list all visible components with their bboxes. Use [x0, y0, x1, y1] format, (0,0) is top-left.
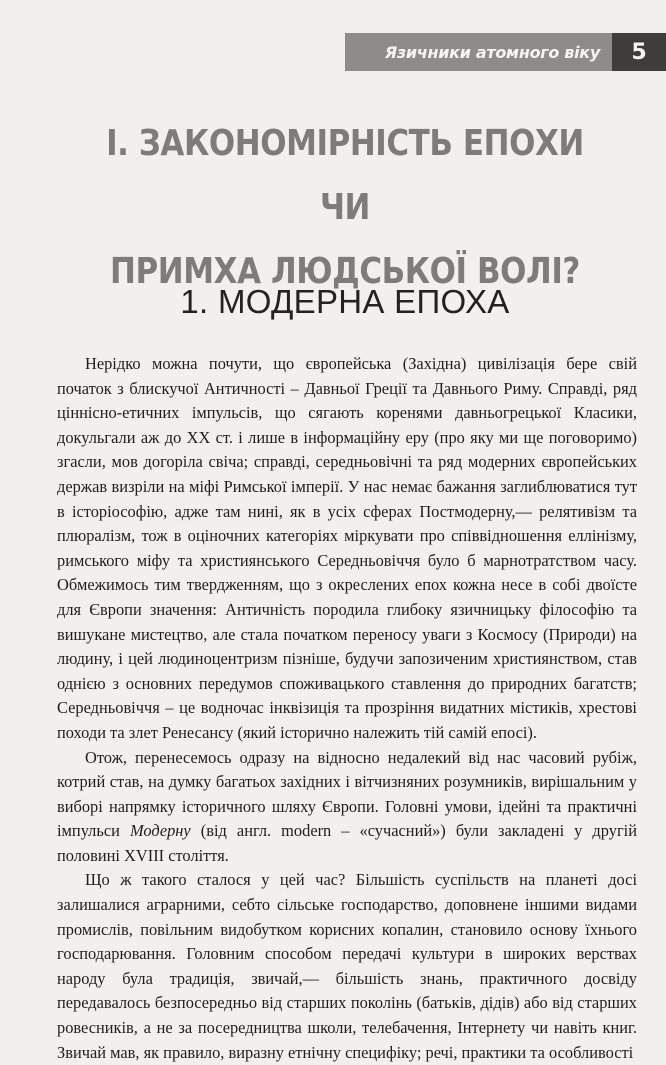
running-header: [345, 33, 666, 71]
paragraph-2: [57, 746, 637, 869]
paragraph-2-emphasis: Модерну: [129, 821, 191, 841]
section-title: 1. МОДЕРНА ЕПОХА: [180, 283, 510, 320]
paragraph-2-text-b: (від англ. modern – «сучасний») були закладені у другій половині XVIII століття.: [57, 821, 637, 865]
body-text: [57, 352, 637, 1065]
page-number: 5: [612, 33, 666, 71]
paragraph-1: Нерідко можна почути, що європейська (Західна) цивілізація бере свій початок з блискучої Античності – Давньої Греції та Давнього Риму. Справді, ряд ціннісно-етичних імпульсів, що сягають коренями давньогрецької Класики, докульгали аж до XX ст. і лише в інформаційну еру (про яку ми ще поговоримо) згасли, мов догоріла свіча; справді, середньовічні та ряд модерних європейських держав визріли на міфі Римської імперії. У нас немає бажання заглиблюватися тут в історіософію, адже там нині, як в усіх сферах Постмодерну,— релятивізм та плюралізм, тож в оціночних категоріях міркувати про співвідношення еллінізму, римського міфу та християнського Середньовіччя було б марнотратством часу. Обмежимось тим твердженням, що з окреслених епох кожна несе в собі двоїсте для Європи значення: Античність породила глибоку язичницьку філософію та вишукане мистецтво, але стала початком переносу уваги з Космосу (Природи) на людину, і цей людиноцентризм пізніше, будучи запозиченим християнством, став однією з основних передумов споживацького ставлення до природних багатств; Середньовіччя – це водночас інквізиція та прозріння видатних містиків, хрестові походи та злет Ренесансу (який історично належить тій самій епосі).: [57, 354, 637, 742]
paragraph-3: Що ж такого сталося у цей час? Більшість суспільств на планеті досі залишалися аграрними, себто сільське господарство, доповнене іншими видами промислів, повільним видобутком корисних копалин, становило основу їхнього господарювання. Головним способом передачі культури в широких верствах народу була традиція, звичай,— більшість знань, практичного досвіду передавалось безпосередньо від старших поколінь (батьків, дідів) або від старших ровесників, а не за посередництва школи, телебачення, Інтернету чи навіть книг. Звичай мав, як правило, виразну етнічну специфіку; речі, практики та особливості: [57, 870, 637, 1062]
running-title: Язичники атомного віку: [345, 33, 612, 71]
chapter-title: [100, 112, 590, 304]
paragraph-2-text-a: Отож, перенесемось одразу на відносно недалекий від нас часовий рубіж, котрий став, на думку багатьох західних і вітчизняних розумників, вирішальним у виборі напрямку історичного шляху Європи. Головні умови, ідейні та практичні імпульси: [57, 747, 637, 841]
chapter-title-line1: І. ЗАКОНОМІРНІСТЬ ЕПОХИ ЧИ: [106, 123, 584, 228]
chapter-title-line2: ПРИМХА ЛЮДСЬКОЇ ВОЛІ?: [110, 251, 580, 292]
